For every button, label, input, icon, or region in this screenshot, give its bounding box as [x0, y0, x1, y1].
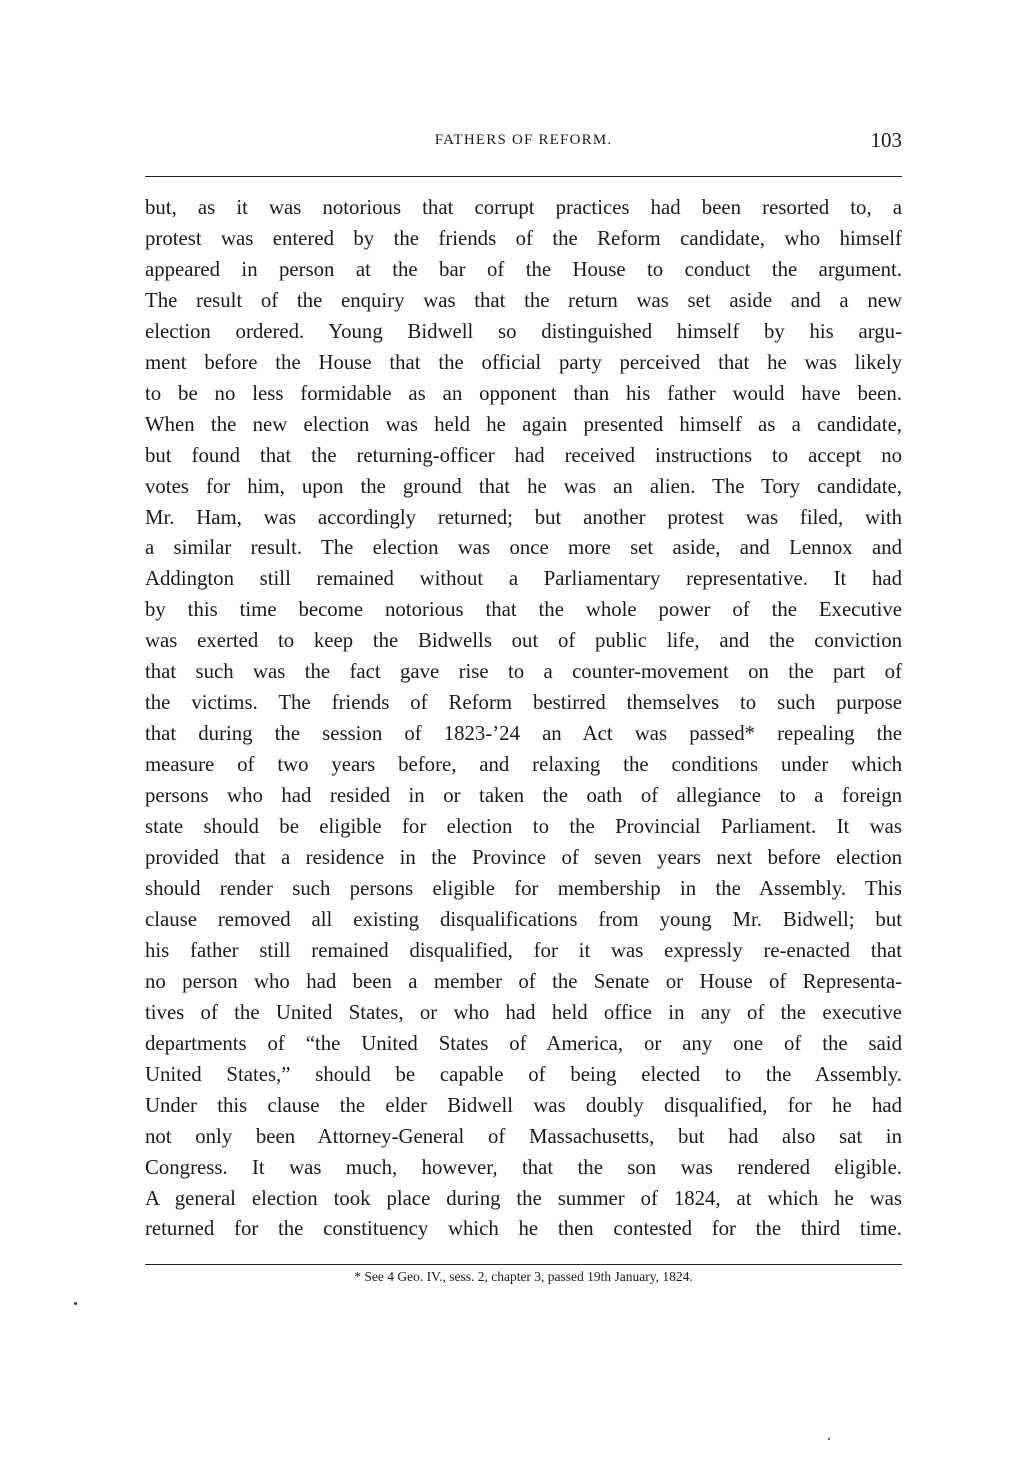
text-line: his father still remained disqualified, for it was expressly re-enacted that	[145, 938, 902, 962]
text-line: state should be eligible for election to the Provincial Parliament. It was	[145, 815, 902, 839]
running-head	[145, 128, 902, 158]
text-line: The result of the enquiry was that the return was set aside and a new	[145, 288, 902, 312]
text-line: but found that the returning-officer had received instructions to accept no	[145, 443, 902, 467]
text-line: ment before the House that the official party perceived that he was likely	[145, 350, 902, 374]
text-line: that during the session of 1823-’24 an Act was passed* repealing the	[145, 722, 902, 746]
text-line: election ordered. Young Bidwell so distinguished himself by his argu-	[145, 319, 902, 343]
text-line: was exerted to keep the Bidwells out of public life, and the conviction	[145, 629, 902, 653]
text-line: Mr. Ham, was accordingly returned; but another protest was filed, with	[145, 505, 902, 529]
text-line: not only been Attorney-General of Massachusetts, but had also sat in	[145, 1124, 902, 1148]
text-line: votes for him, upon the ground that he was an alien. The Tory candidate,	[145, 474, 902, 498]
text-line: tives of the United States, or who had held office in any of the executive	[145, 1000, 902, 1024]
text-line: Addington still remained without a Parliamentary representative. It had	[145, 567, 902, 591]
text-line: the victims. The friends of Reform bestirred themselves to such purpose	[145, 691, 902, 715]
text-line: protest was entered by the friends of the Reform candidate, who himself	[145, 226, 902, 250]
footnote-rule	[145, 1264, 902, 1265]
text-line: A general election took place during the summer of 1824, at which he was	[145, 1186, 902, 1210]
text-line: persons who had resided in or taken the oath of allegiance to a foreign	[145, 784, 902, 808]
scan-speck	[828, 1438, 830, 1440]
text-line: a similar result. The election was once more set aside, and Lennox and	[145, 536, 902, 560]
scan-speck	[74, 1302, 77, 1305]
text-line: no person who had been a member of the Senate or House of Representa-	[145, 969, 902, 993]
text-line: departments of “the United States of America, or any one of the said	[145, 1031, 902, 1055]
text-line: but, as it was notorious that corrupt practices had been resorted to, a	[145, 196, 902, 219]
text-line: United States,” should be capable of being elected to the Assembly.	[145, 1062, 902, 1086]
text-line: clause removed all existing disqualifications from young Mr. Bidwell; but	[145, 907, 902, 931]
text-line: should render such persons eligible for membership in the Assembly. This	[145, 876, 902, 900]
text-line: by this time become notorious that the whole power of the Executive	[145, 598, 902, 622]
text-line: Congress. It was much, however, that the son was rendered eligible.	[145, 1155, 902, 1179]
body-text	[145, 193, 902, 1245]
text-line: provided that a residence in the Province of seven years next before election	[145, 846, 902, 870]
running-title: FATHERS OF REFORM.	[434, 132, 613, 148]
text-line: returned for the constituency which he then contested for the third time.	[145, 1217, 902, 1241]
footnote: * See 4 Geo. IV., sess. 2, chapter 3, passed 19th January, 1824.	[354, 1269, 693, 1284]
text-line: that such was the fact gave rise to a counter-movement on the part of	[145, 660, 902, 684]
text-line: measure of two years before, and relaxing the conditions under which	[145, 753, 902, 777]
text-line: to be no less formidable as an opponent than his father would have been.	[145, 381, 902, 405]
text-line: When the new election was held he again presented himself as a candidate,	[145, 412, 902, 436]
page-number: 103	[870, 128, 902, 152]
header-rule	[145, 176, 902, 177]
text-line: appeared in person at the bar of the House to conduct the argument.	[145, 257, 902, 281]
text-line: Under this clause the elder Bidwell was doubly disqualified, for he had	[145, 1093, 902, 1117]
